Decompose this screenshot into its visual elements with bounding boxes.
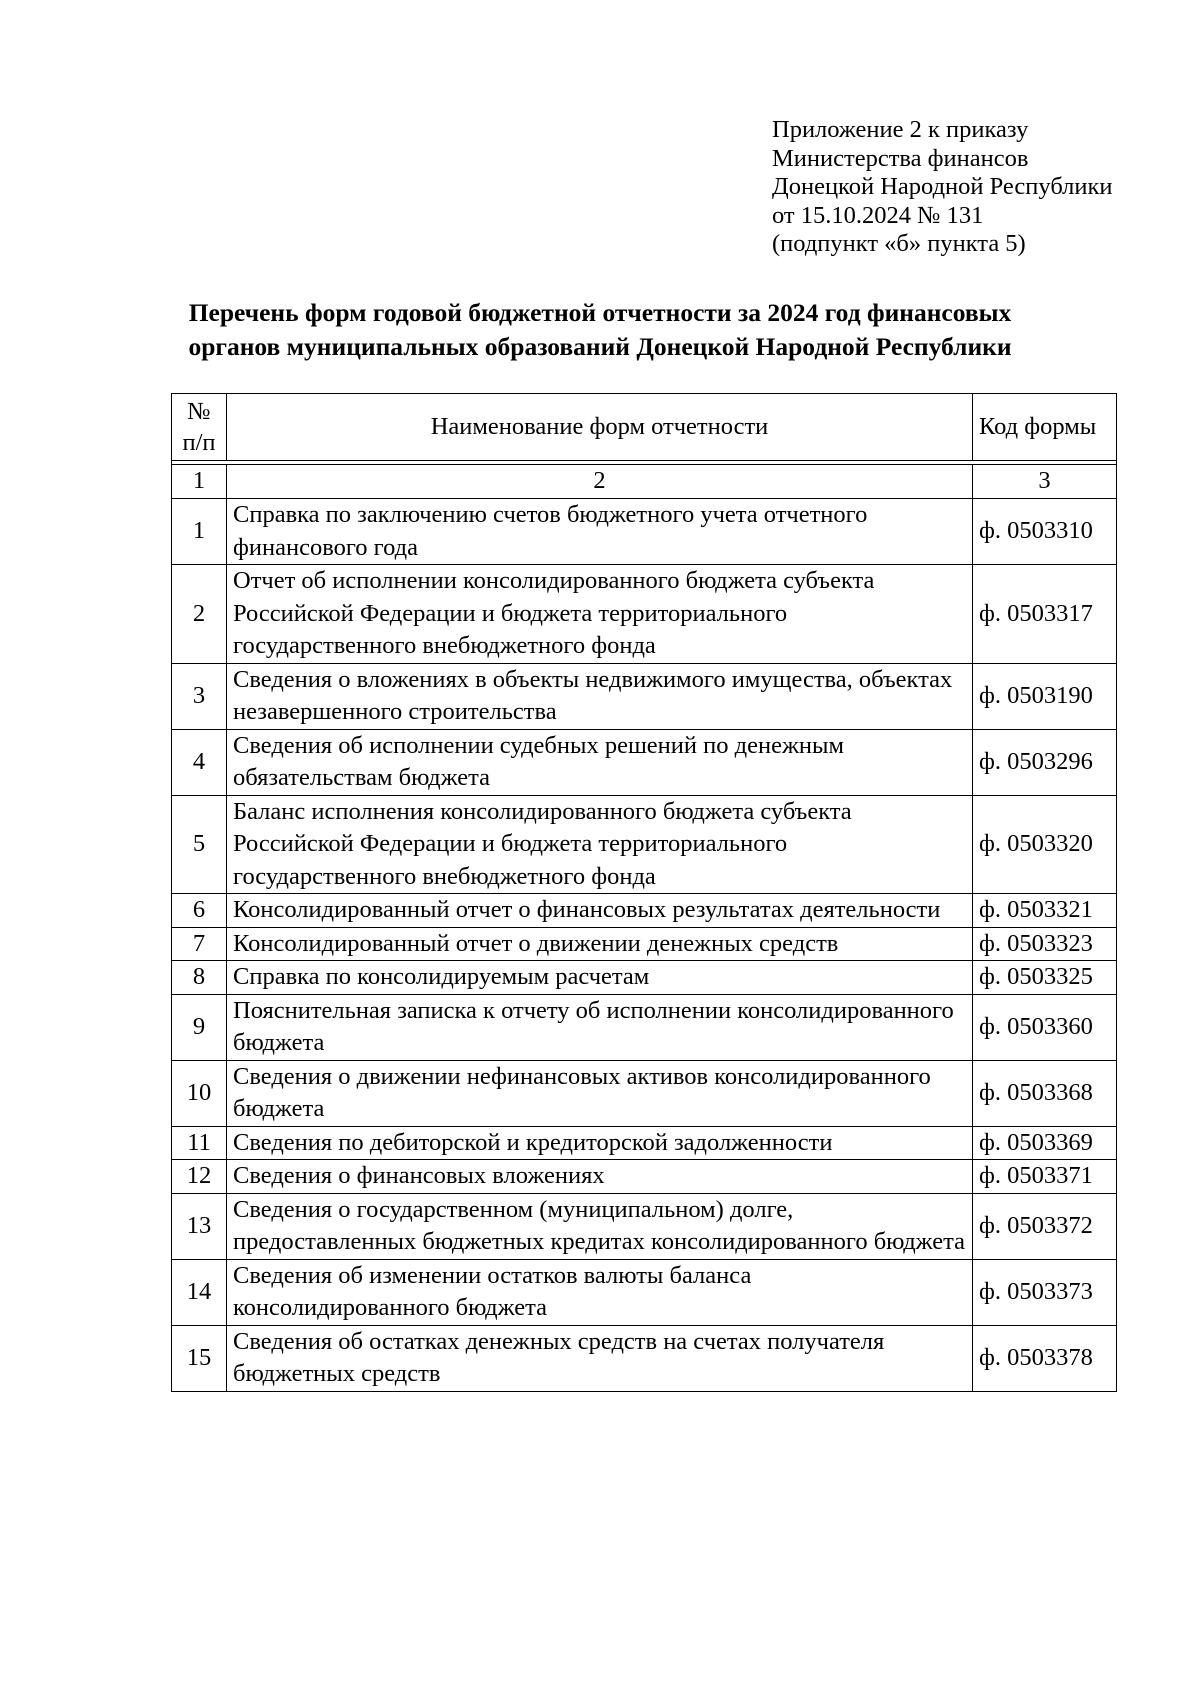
form-name: Сведения о вложениях в объекты недвижимого имущества, объектах незавершенного строительства	[227, 663, 973, 729]
table-header-row	[172, 394, 1117, 461]
table-row	[172, 729, 1117, 795]
column-header-name: Наименование форм отчетности	[227, 394, 973, 461]
column-index-cell: 3	[973, 465, 1117, 499]
form-name: Справка по заключению счетов бюджетного учета отчетного финансового года	[227, 499, 973, 565]
form-code: ф. 0503378	[973, 1325, 1117, 1391]
table-row	[172, 1160, 1117, 1194]
row-number: 14	[172, 1259, 227, 1325]
form-name: Сведения об изменении остатков валюты баланса консолидированного бюджета	[227, 1259, 973, 1325]
form-name: Консолидированный отчет о финансовых результатах деятельности	[227, 894, 973, 928]
appendix-header-line: Донецкой Народной Республики	[772, 173, 1113, 200]
form-code: ф. 0503190	[973, 663, 1117, 729]
table-row	[172, 927, 1117, 961]
forms-table-body	[172, 499, 1117, 1392]
column-index-row	[172, 465, 1117, 499]
form-name: Сведения о финансовых вложениях	[227, 1160, 973, 1194]
form-code: ф. 0503321	[973, 894, 1117, 928]
form-code: ф. 0503369	[973, 1126, 1117, 1160]
row-number: 13	[172, 1193, 227, 1259]
table-row	[172, 961, 1117, 995]
form-code: ф. 0503368	[973, 1060, 1117, 1126]
row-number: 15	[172, 1325, 227, 1391]
table-row	[172, 994, 1117, 1060]
form-code: ф. 0503371	[973, 1160, 1117, 1194]
column-header-number-line-2: п/п	[182, 429, 216, 456]
form-code: ф. 0503317	[973, 565, 1117, 664]
table-row	[172, 663, 1117, 729]
table-row	[172, 565, 1117, 664]
column-header-number-line-1: №	[187, 398, 211, 425]
form-name: Сведения по дебиторской и кредиторской задолженности	[227, 1126, 973, 1160]
form-name: Справка по консолидируемым расчетам	[227, 961, 973, 995]
appendix-header-line: Министерства финансов	[772, 144, 1029, 172]
form-name: Консолидированный отчет о движении денежных средств	[227, 927, 973, 961]
form-code: ф. 0503360	[973, 994, 1117, 1060]
table-row	[172, 499, 1117, 565]
appendix-header-line: Приложение 2 к приказу	[772, 116, 1029, 143]
table-row	[172, 1325, 1117, 1391]
document-title-line-1: Перечень форм годовой бюджетной отчетности за 2024 год финансовых	[188, 298, 1012, 327]
appendix-header	[772, 116, 1172, 259]
form-name: Отчет об исполнении консолидированного бюджета субъекта Российской Федерации и бюджета территориального государственного внебюджетного фонда	[227, 565, 973, 664]
table-row	[172, 795, 1117, 894]
row-number: 4	[172, 729, 227, 795]
table-row	[172, 894, 1117, 928]
form-code: ф. 0503296	[973, 729, 1117, 795]
form-code: ф. 0503373	[973, 1259, 1117, 1325]
document-title-line-2: органов муниципальных образований Донецкой Народной Республики	[188, 332, 1012, 361]
form-code: ф. 0503320	[973, 795, 1117, 894]
document-title	[60, 296, 1140, 364]
form-code: ф. 0503323	[973, 927, 1117, 961]
appendix-header-line: (подпункт «б» пункта 5)	[772, 230, 1026, 257]
row-number: 1	[172, 499, 227, 565]
column-header-code: Код формы	[973, 394, 1117, 461]
form-code: ф. 0503325	[973, 961, 1117, 995]
appendix-header-line: от 15.10.2024 № 131	[772, 201, 984, 229]
form-name: Пояснительная записка к отчету об исполнении консолидированного бюджета	[227, 994, 973, 1060]
form-name: Сведения о государственном (муниципальном) долге, предоставленных бюджетных кредитах консолидированного бюджета	[227, 1193, 973, 1259]
column-header-number	[172, 394, 227, 461]
table-row	[172, 1193, 1117, 1259]
form-name: Сведения об исполнении судебных решений по денежным обязательствам бюджета	[227, 729, 973, 795]
column-index-cell: 2	[227, 465, 973, 499]
table-row	[172, 1126, 1117, 1160]
form-name: Сведения об остатках денежных средств на счетах получателя бюджетных средств	[227, 1325, 973, 1391]
forms-table	[171, 393, 1117, 1392]
table-row	[172, 1060, 1117, 1126]
form-name: Сведения о движении нефинансовых активов консолидированного бюджета	[227, 1060, 973, 1126]
row-number: 6	[172, 894, 227, 928]
row-number: 9	[172, 994, 227, 1060]
table-row	[172, 1259, 1117, 1325]
row-number: 3	[172, 663, 227, 729]
form-code: ф. 0503310	[973, 499, 1117, 565]
row-number: 5	[172, 795, 227, 894]
row-number: 8	[172, 961, 227, 995]
column-index-cell: 1	[172, 465, 227, 499]
row-number: 7	[172, 927, 227, 961]
row-number: 2	[172, 565, 227, 664]
row-number: 10	[172, 1060, 227, 1126]
row-number: 11	[172, 1126, 227, 1160]
form-name: Баланс исполнения консолидированного бюджета субъекта Российской Федерации и бюджета территориального государственного внебюджетного фонда	[227, 795, 973, 894]
form-code: ф. 0503372	[973, 1193, 1117, 1259]
row-number: 12	[172, 1160, 227, 1194]
